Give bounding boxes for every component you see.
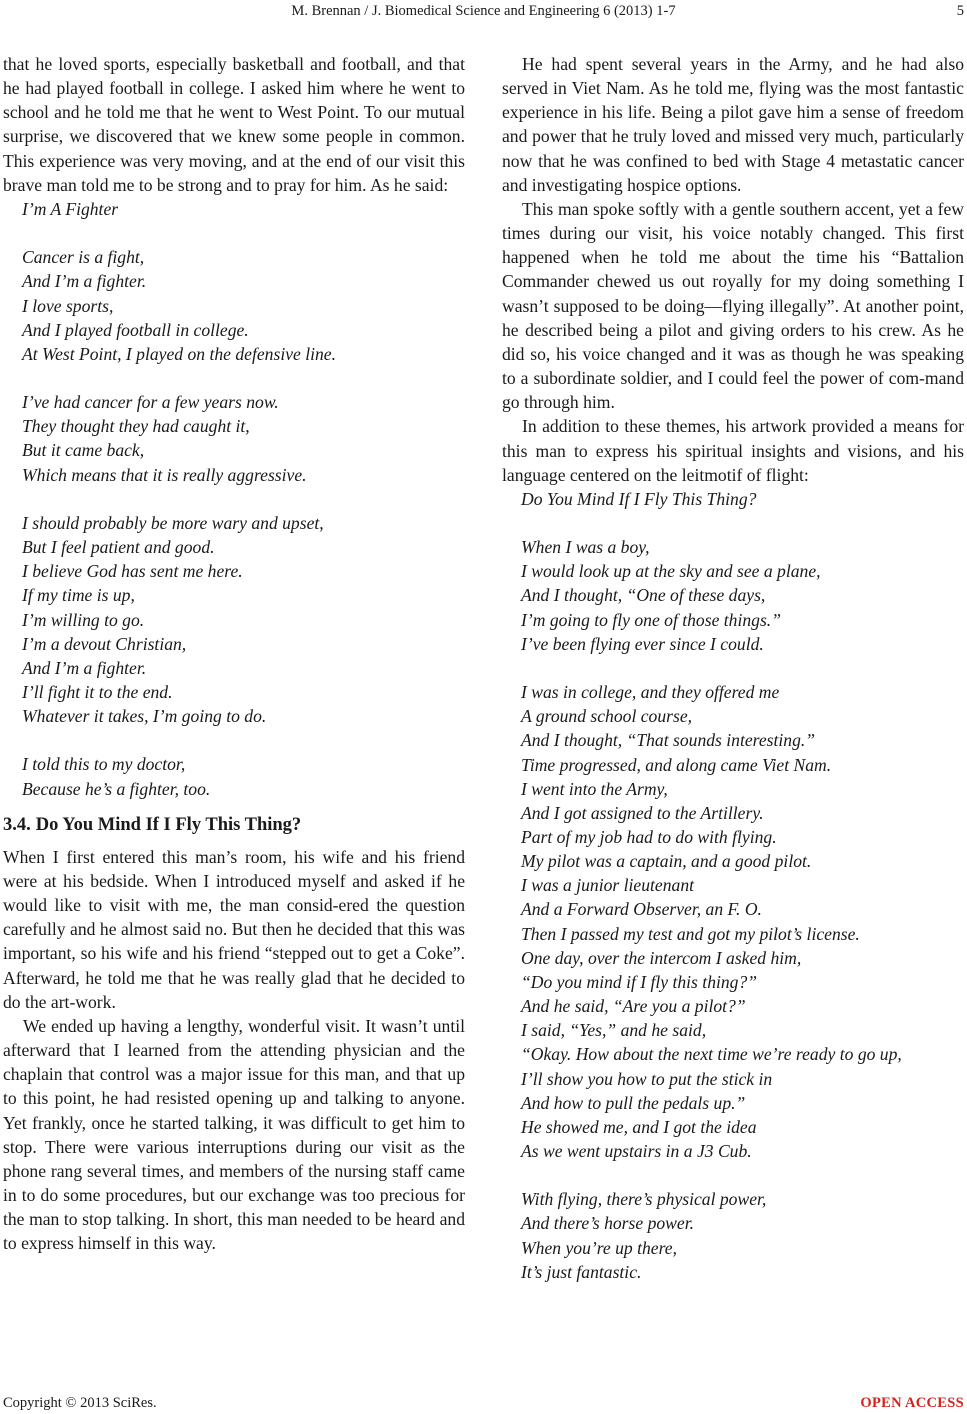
stanza-break — [22, 728, 465, 752]
copyright-notice: Copyright © 2013 SciRes. — [3, 1395, 157, 1411]
running-title: M. Brennan / J. Biomedical Science and Engineering 6 (2013) 1-7 — [291, 3, 676, 19]
poem-line: When I was a boy, — [521, 537, 650, 558]
poem-title: I’m A Fighter — [22, 198, 119, 219]
body-paragraph: This man spoke softly with a gentle southern accent, yet a few times during our visit, his voice notably changed. This first happened when he told me about the time his “Battalion Commander chewed us out royally for my doing something I wasn’t supposed to be doing—flying illegally”. At another point, he described being a pilot and giving orders to his crew. As he did so, his voice changed and it was as though he was speaking to a subordinate soldier, and I could feel the power of com-mand go through him. — [502, 198, 964, 413]
poem-line: And I’m a fighter. — [22, 271, 147, 292]
right-column — [502, 52, 964, 1284]
poem-line: He showed me, and I got the idea — [521, 1116, 757, 1137]
section-title: Do You Mind If I Fly This Thing? — [35, 814, 302, 835]
poem-line: But it came back, — [22, 440, 145, 461]
poem-line: And a Forward Observer, an F. O. — [521, 899, 762, 920]
poem-line: When you’re up there, — [521, 1237, 678, 1258]
poem-line: One day, over the intercom I asked him, — [521, 947, 802, 968]
poem-line: If my time is up, — [22, 585, 135, 606]
poem-line: I’m willing to go. — [22, 609, 145, 630]
poem-line: “Do you mind if I fly this thing?” — [521, 971, 758, 992]
stanza-break — [521, 511, 964, 535]
poem-line: With flying, there’s physical power, — [521, 1189, 767, 1210]
poem-line: I’ve had cancer for a few years now. — [22, 392, 279, 413]
poem-line: Then I passed my test and got my pilot’s license. — [521, 923, 860, 944]
stanza-break — [22, 221, 465, 245]
open-access-label: OPEN ACCESS — [860, 1395, 964, 1411]
poem-flying — [521, 487, 964, 1284]
poem-line: I would look up at the sky and see a plane, — [521, 561, 821, 582]
poem-line: And I played football in college. — [22, 319, 249, 340]
poem-line: My pilot was a captain, and a good pilot. — [521, 851, 812, 872]
poem-line: Which means that it is really aggressive. — [22, 464, 307, 485]
stanza-break — [521, 1163, 964, 1187]
poem-line: And there’s horse power. — [521, 1213, 694, 1234]
poem-line: And I got assigned to the Artillery. — [521, 802, 764, 823]
section-number: 3.4. — [3, 814, 31, 835]
poem-line: I’ll show you how to put the stick in — [521, 1068, 773, 1089]
body-paragraph: We ended up having a lengthy, wonderful visit. It wasn’t until afterward that I learned from the attending physician and the chaplain that control was a major issue for this man, and that up to this point, he had resisted opening up and talking to anyone. Yet frankly, once he started talking, it was difficult to get him to stop. There were various interruptions during our visit as the phone rang several times, and members of the nursing staff came in to do some procedures, but our exchange was too precious for the man to stop talking. In short, this man needed to be heard and to express himself in this way. — [3, 1015, 465, 1254]
poem-line: I’ve been flying ever since I could. — [521, 633, 764, 654]
poem-line: And he said, “Are you a pilot?” — [521, 996, 746, 1017]
poem-line: I went into the Army, — [521, 778, 668, 799]
poem-line: I’m a devout Christian, — [22, 633, 187, 654]
stanza-break — [22, 487, 465, 511]
stanza-break — [22, 366, 465, 390]
poem-line: I told this to my doctor, — [22, 754, 186, 775]
poem-line: I’m going to fly one of those things.” — [521, 609, 781, 630]
poem-line: Whatever it takes, I’m going to do. — [22, 706, 267, 727]
stanza-break — [521, 656, 964, 680]
poem-line: Cancer is a fight, — [22, 247, 145, 268]
poem-line: Part of my job had to do with flying. — [521, 826, 777, 847]
poem-line: And how to pull the pedals up.” — [521, 1092, 746, 1113]
poem-line: They thought they had caught it, — [22, 416, 250, 437]
poem-line: I was in college, and they offered me — [521, 682, 780, 703]
poem-fighter — [22, 197, 465, 801]
body-paragraph: He had spent several years in the Army, and he had also served in Viet Nam. As he told me, flying was the most fantastic experience in his life. Being a pilot gave him a sense of freedom and power that he truly loved and missed very much, particularly now that he was confined to bed with Stage 4 metastatic cancer and investigating hospice options. — [502, 54, 964, 195]
page-number: 5 — [956, 3, 964, 19]
page-footer — [0, 1393, 967, 1413]
poem-line: At West Point, I played on the defensive line. — [22, 343, 336, 364]
poem-line: I was a junior lieutenant — [521, 875, 694, 896]
poem-line: It’s just fantastic. — [521, 1261, 642, 1282]
poem-line: I’ll fight it to the end. — [22, 682, 173, 703]
poem-line: And I thought, “One of these days, — [521, 585, 766, 606]
poem-title: Do You Mind If I Fly This Thing? — [521, 488, 757, 509]
section-heading — [3, 813, 465, 837]
poem-line: I said, “Yes,” and he said, — [521, 1020, 707, 1041]
poem-line: A ground school course, — [521, 706, 693, 727]
poem-line: And I’m a fighter. — [22, 657, 147, 678]
poem-line: “Okay. How about the next time we’re ready to go up, — [521, 1044, 902, 1065]
intro-paragraph: that he loved sports, especially basketball and football, and that he had played football in college. I asked him where he went to school and he told me that he went to West Point. To our mutual surprise, we discovered that we knew some people in common. This experience was very moving, and at the end of our visit this brave man told me to be strong and to pray for him. As he said: — [3, 54, 465, 195]
running-header — [0, 0, 967, 22]
poem-line: I love sports, — [22, 295, 114, 316]
left-column — [3, 52, 465, 1255]
poem-line: Because he’s a fighter, too. — [22, 778, 211, 799]
poem-line: I believe God has sent me here. — [22, 561, 243, 582]
body-paragraph: When I first entered this man’s room, his wife and his friend were at his bedside. When I introduced myself and asked if he would like to visit with me, the man consid-ered the question carefully and he almost said no. But then he decided that this was important, so his wife and his friend “stepped out to get a Coke”. Afterward, he told me that he was really glad that he decided to do the art-work. — [3, 846, 465, 1012]
body-paragraph: In addition to these themes, his artwork provided a means for this man to express his spiritual insights and visions, and his language centered on the leitmotif of flight: — [502, 416, 964, 485]
poem-line: But I feel patient and good. — [22, 537, 215, 558]
poem-line: And I thought, “That sounds interesting.” — [521, 730, 816, 751]
poem-line: As we went upstairs in a J3 Cub. — [521, 1141, 752, 1161]
poem-line: I should probably be more wary and upset, — [22, 512, 324, 533]
poem-line: Time progressed, and along came Viet Nam. — [521, 754, 832, 775]
